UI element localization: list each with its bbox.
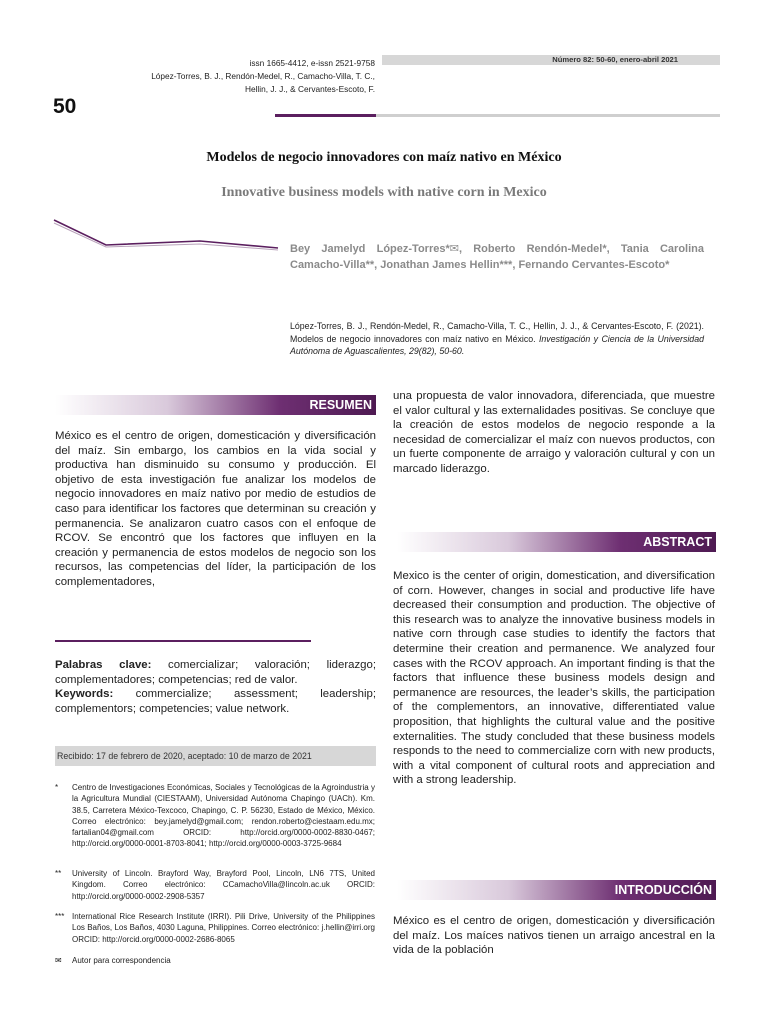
resumen-body: México es el centro de origen, domesticación y diversificación del maíz. Sin embargo, los cambios en la vida social y productiva han disminuido su consumo y producción. El objetivo de esta investigación fue analizar los modelos de negocio innovadores en maíz nativo por medio de estudios de caso para identificar los factores que determinan su creación y permanencia. Se analizaron cuatro casos con el enfoque de RCOV. Se encontró que los factores que influyen en la creación y permanencia de estos modelos de negocio son los recursos, las competencias del líder, la participación de los complementadores, xyxy=(55,430,376,588)
issn: issn 1665-4412, e-issn 2521-9758 xyxy=(249,58,375,68)
keywords xyxy=(55,658,376,716)
footnote-mark: *** xyxy=(55,912,65,921)
resumen-heading: RESUMEN xyxy=(55,395,376,415)
envelope-icon: ✉ xyxy=(55,956,62,965)
footnote-4 xyxy=(0,955,400,969)
footnote-2 xyxy=(0,868,400,908)
citation-journal: Investigación y Ciencia de la Universidad Autónoma de Aguascalientes, 29(82), 50-60. xyxy=(290,333,704,356)
footnote-mark: ** xyxy=(55,869,62,878)
running-authors: López-Torres, B. J., Rendón-Medel, R., Camacho-Villa, T. C., Hellin, J. J., & Cervantes-Escoto, F. xyxy=(151,71,375,94)
decorative-lines xyxy=(50,210,285,255)
received-date: Recibido: 17 de febrero de 2020, aceptado: 10 de marzo de 2021 xyxy=(57,751,312,761)
keywords-es: comercializar; valoración; liderazgo; complementadores; competencias; red de valor. xyxy=(55,659,376,686)
abstract-heading: ABSTRACT xyxy=(397,532,716,552)
keywords-es-label: Palabras clave: xyxy=(55,659,152,671)
footnote-text: Autor para correspondencia xyxy=(72,956,171,965)
author-list: Bey Jamelyd López-Torres*✉, Roberto Rendón-Medel*, Tania Carolina Camacho-Villa**, Jonathan James Hellin***, Fernando Cervantes-Escoto* xyxy=(290,243,704,271)
footnote-text: University of Lincoln. Brayford Way, Brayford Pool, Lincoln, LN6 7TS, United Kingdom. Correo electrónico: CCamachoVilla@lincoln.ac.uk ORCID: http://orcid.org/0000-0002-2908-5357 xyxy=(72,869,375,901)
resumen-continuation: una propuesta de valor innovadora, diferenciada, que muestre el valor cultural y las externalidades positivas. Se concluye que la creación de estos modelos de negocio responde a la necesidad de comercializar el maíz con nuevos productos, con un fuerte componente de arraigo y valoración cultural y con un marcado liderazgo. xyxy=(393,390,715,475)
footnote-1 xyxy=(0,782,400,852)
running-header xyxy=(150,57,375,96)
title-spanish: Modelos de negocio innovadores con maíz nativo en México xyxy=(206,150,562,165)
footnote-mark: * xyxy=(55,783,59,792)
keywords-en-label: Keywords: xyxy=(55,688,114,701)
title-english: Innovative business models with native corn in Mexico xyxy=(221,185,547,200)
citation xyxy=(290,320,704,358)
keywords-rule xyxy=(55,640,311,642)
citation-text: López-Torres, B. J., Rendón-Medel, R., Camacho-Villa, T. C., Hellin, J. J., & Cervantes-Escoto, F. (2021). Modelos de negocio innovadores con maíz nativo en México. xyxy=(290,321,704,344)
header-rule xyxy=(376,114,720,117)
keywords-en: commercialize; assessment; leadership; complementors; competencies; value network. xyxy=(55,688,376,715)
footnote-3 xyxy=(0,911,400,951)
introduccion-heading: INTRODUCCIÓN xyxy=(397,880,716,900)
abstract-body: Mexico is the center of origin, domestication, and diversification of corn. However, changes in social and productive life have decreased their consumption and production. The objective of this research was to analyze the innovative business models in native corn through case studies to identify the factors that determine their creation and permanence. We analyzed four cases with the RCOV approach. An important finding is that the factors that influence these business models design and permanence are resources, the leader’s skills, the participation of the complementors, an innovative, differentiated value proposition, that highlights the cultural value and the positive externalities. The study concluded that these business models responds to the need to commercialize corn with new products, with a vital component of cultural roots and appreciation and with a strong leadership. xyxy=(393,570,715,787)
introduccion-body: México es el centro de origen, domesticación y diversificación del maíz. Los maíces nativos tienen un arraigo ancestral en la vida de la población xyxy=(393,915,715,957)
footnote-text: International Rice Research Institute (IRRI). Pili Drive, University of the Philippines Los Baños, Los Baños, 4030 Laguna, Philippines. Correo electrónico: j.hellin@irri.org ORCID: http://orcid.org/0000-0002-2686-8065 xyxy=(72,912,375,944)
footnote-text: Centro de Investigaciones Económicas, Sociales y Tecnológicas de la Agroindustria y la Agricultura Mundial (CIESTAAM), Universidad Autónoma Chapingo (UACh). Km. 38.5, Carretera México-Texcoco, Chapingo, C. P. 56230, Estado de México, México. Correo electrónico: bey.jamelyd@gmail.com; rendon.roberto@ciestaam.edu.mx; fartalian04@gmail.com ORCID: http://orcid.org/0000-0002-8830-0467; http://orcid.org/0000-0001-8703-8041; http://orcid.org/0000-0003-3725-9684 xyxy=(72,783,375,849)
page-number: 50 xyxy=(53,95,77,118)
issue-info: Número 82: 50-60, enero-abril 2021 xyxy=(552,55,678,64)
header-rule-accent xyxy=(275,114,376,117)
